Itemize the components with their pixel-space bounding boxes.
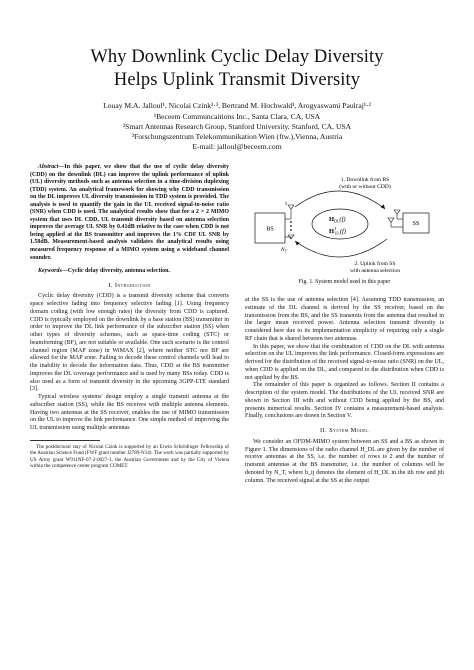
step-1-line-1: 1. Downlink from BS — [340, 177, 390, 183]
title-line-1: Why Downlink Cyclic Delay Diversity — [90, 47, 384, 67]
bs-label: BS — [266, 226, 274, 233]
intro-paragraph-2: Typical wireless systems' design employ a single transmit antenna at the subscriber station (SS), while the BS receives with multiple antenna elements. Having two antennas at the SS receiver, enables the use of MIMO transmission on the UL to improve the link performance. One simple method of improving the UL transmission using multiple antennas — [30, 394, 229, 432]
right-column — [245, 297, 444, 485]
contact-email: E-mail: jalloul@beceem.com — [192, 142, 282, 151]
h-ul-symbol: H — [329, 228, 335, 235]
h-dl-symbol: H — [329, 216, 335, 223]
affiliation-1: ¹Beceem Communcaitions Inc., Santa Clara, CA, USA — [153, 112, 321, 121]
antenna-nt-sub: T — [284, 248, 287, 254]
section-heading-introduction: I. Introduction — [108, 281, 151, 289]
h-dl-sub: DL — [334, 218, 340, 224]
h-dl-arg: (f) — [339, 216, 346, 223]
antenna-nt-label: N — [281, 247, 285, 253]
keywords-label: Keywords — [38, 268, 62, 275]
right-paragraph-3: The remainder of this paper is organized as follows. Section II contains a description of the system model. The distributions of the UL received SNR are shown in Section III with and without CDD being applied by the BS, and presents numerical results. Section IV contains a measurement-based analysis. Finally, conclusions are drawn in Section V. — [245, 382, 444, 420]
downlink-arrow — [295, 191, 385, 209]
author-block — [0, 101, 474, 152]
step-2-line-1: 2. Uplink from SS — [354, 261, 396, 267]
keywords-text: —Cyclic delay diversity, antenna selection. — [61, 268, 170, 275]
author-names: Louay M.A. Jalloul¹, Nicolai Czink²·³, Bertrand M. Hochwald¹, Arogyaswami Paulraj¹·² — [103, 101, 371, 110]
left-column — [30, 164, 229, 470]
paper-title — [0, 46, 474, 92]
footnote: The postdoctoral stay of Nicolai Czink is supported by an Erwin Schrödinger Fellowship of the Austrian Science Fund (FWF grant number J2789-N14). The work was partially supported by US Army grant W911NF-07-2-0027-1, the Austrian Government and by the City of Vienna within the competence center program COMET. — [30, 443, 229, 470]
uplink-arrow — [295, 239, 387, 257]
step-1-line-2: (with or without CDD) — [339, 184, 391, 190]
ss-antenna-2-icon — [388, 218, 394, 222]
figure-1-system-model — [245, 164, 444, 290]
h-ul-sup: T — [334, 226, 337, 231]
step-2-line-2: with antenna selection — [349, 268, 401, 274]
title-line-2: Helps Uplink Transmit Diversity — [113, 70, 361, 90]
antenna-1-label: 1 — [284, 201, 288, 207]
figure-1-caption: Fig. 1. System model used in this paper — [298, 279, 391, 285]
bs-antenna-1-icon — [288, 205, 294, 209]
ss-antenna-1-icon — [394, 210, 400, 214]
right-paragraph-1: at the SS is the use of antenna selection [4]. Assuming TDD transmission, an estimate of the DL channel is derived by the SS receiver, based on the transmission from the BS, and the SS transmits from the antenna that resulted in the larger mean received power. Antenna selection transmit diversity is considered here due to its implementation simplicity of requiring only a single RF chain that is shared between two antennas. — [245, 297, 444, 342]
h-ul-sub: UL — [334, 230, 340, 236]
affiliation-3: ³Forschungszentrum Telekommunikation Wien (ftw.),Vienna, Austria — [131, 132, 343, 141]
section-heading-system-model: II. System Model — [320, 427, 369, 434]
abstract — [30, 164, 229, 262]
footnote-divider — [30, 440, 100, 441]
right-paragraph-2: In this paper, we show that the combination of CDD on the DL with antenna selection on the UL improves the link performance. Closed-form expressions are derived for the distribution of the received signal-to-noise ratio (SNR) on the UL, when CDD is applied on the DL, and compared to the distribution when CDD is not applied by the BS. — [245, 343, 444, 381]
ss-label: SS — [412, 221, 420, 227]
abstract-label: Abstract — [38, 164, 59, 170]
h-ul-arg: (f) — [339, 228, 346, 235]
affiliation-2: ²Smart Antennas Research Group, Stanford University, Stanford, CA, USA — [122, 122, 352, 131]
intro-paragraph-1: Cyclic delay diversity (CDD) is a transmit diversity scheme that converts space selective fading into frequency selective fading [1]. Using frequency domain coding (with low enough rates) the diversity from CDD is captured. CDD is typically employed on the downlink by a base station (BS) transmitter in order to improve the DL link performance of the subscriber station (SS) when other types of diversity schemes, such as space-time coding (STC) or beamforming (BF), are not suitable or available. One such scenario is the control channel region (MAP zone) in WiMAX [2], where neither STC nor BF are allowed for the MAP zone. Failing to decode these control channels will lead to the inability to decode the information data. Thus, CDD at the BS transmitter improves the DL coverage performance and is used by many BSs today. CDD is also used as a form of transmit diversity in the upcoming 3GPP-LTE standard [3]. — [30, 293, 229, 393]
keywords — [30, 268, 229, 276]
abstract-text: —In this paper, we show that the use of cyclic delay diversity (CDD) on the downlink (DL) can improve the uplink performance of uplink (UL) diversity methods such as antenna selection in a time-division duplexing (TDD) system. An analytical framework for showing why CDD transmission on the DL improves UL diversity transmission in TDD system is provided. The analysis is used to quantify the gain in the UL received signal-to-noise ratio (SNR) when CDD is used. The analytical results show that for a 2 × 2 MIMO system that uses DL CDD, UL transmit diversity based on antenna selection improves the average UL SNR by 0.41dB relative to the case when CDD is not being applied at the BS transmitter and improves the 1% CDF UL SNR by 1.58dB. Measurement-based analysis validates the analytical results using measured frequency response of a MIMO system using a wideband channel sounder. — [30, 164, 229, 261]
system-model-paragraph-1: We consider an OFDM-MIMO system between an SS and a BS as shown in Figure 1. The dimensions of the radio channel H_DL are given by the number of receive antennas at the SS, i.e. the number of rows is 2 and the number of transmit antennas at the BS transmitter, i.e. the number of columns will be denoted by N_T, where h_ij denotes the element of H_DL in the ith row and jth column. The received signal at the SS at the output — [245, 438, 444, 484]
svg-text:NT — [280, 247, 288, 254]
